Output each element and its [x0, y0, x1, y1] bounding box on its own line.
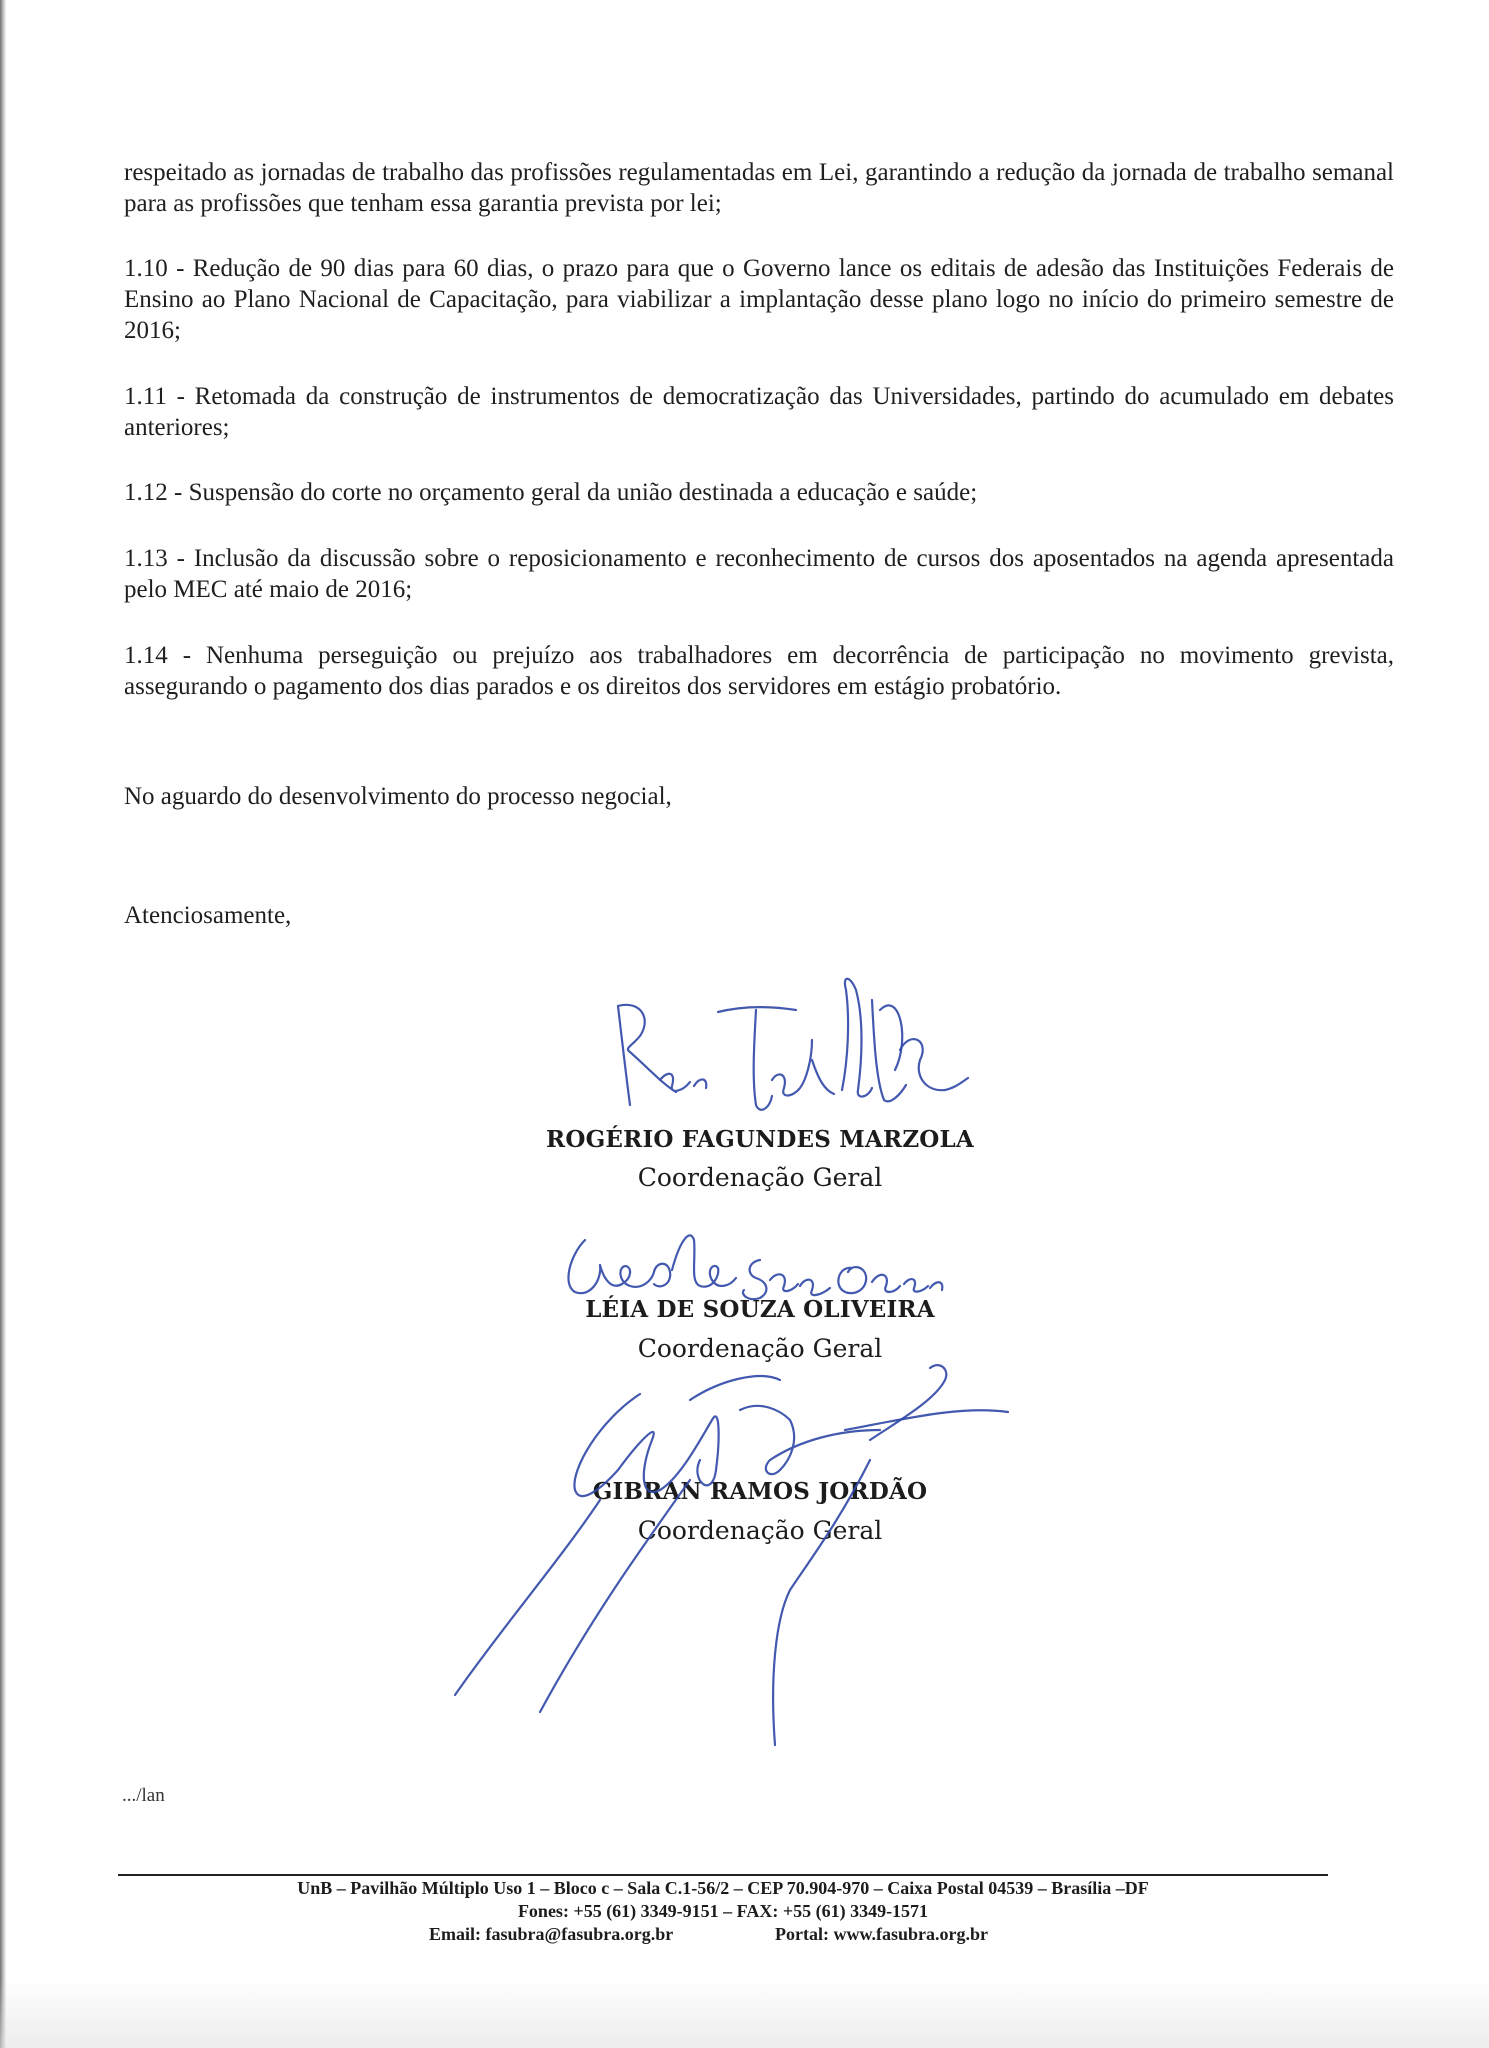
signatory-role-2: Coordenação Geral	[637, 1334, 883, 1363]
signature-rogerio	[618, 979, 968, 1110]
salutation: Atenciosamente,	[124, 902, 292, 929]
signatory-name-3: GIBRAN RAMOS JORDÃO	[592, 1478, 928, 1505]
signatory-role-1: Coordenação Geral	[637, 1163, 883, 1192]
closing-line: No aguardo do desenvolvimento do processo negocial,	[124, 783, 672, 810]
footer-divider	[118, 1874, 1328, 1876]
footer-address: UnB – Pavilhão Múltiplo Uso 1 – Bloco c – Sala C.1-56/2 – CEP 70.904-970 – Caixa Postal 04539 – Brasília –DF	[297, 1878, 1149, 1898]
reference-initials: .../lan	[122, 1785, 165, 1806]
paragraph-item-1-10: 1.10 - Redução de 90 dias para 60 dias, o prazo para que o Governo lance os editais de adesão das Instituições Federais de Ensino ao Plano Nacional de Capacitação, para viabilizar a implantação desse plano logo no início do primeiro semestre de 2016;	[124, 255, 1394, 344]
paragraph-item-1-11: 1.11 - Retomada da construção de instrumentos de democratização das Universidades, partindo do acumulado em debates anteriores;	[124, 383, 1394, 441]
signatory-role-3: Coordenação Geral	[637, 1516, 883, 1545]
paragraph-item-1-13: 1.13 - Inclusão da discussão sobre o reposicionamento e reconhecimento de cursos dos aposentados na agenda apresentada pelo MEC até maio de 2016;	[124, 545, 1394, 603]
signatory-name-2: LÉIA DE SOUZA OLIVEIRA	[585, 1296, 935, 1323]
scan-bottom-shade	[0, 1978, 1489, 2048]
signature-leia	[568, 1235, 942, 1299]
signatory-name-1: ROGÉRIO FAGUNDES MARZOLA	[546, 1126, 974, 1153]
paragraph-item-1-12: 1.12 - Suspensão do corte no orçamento geral da união destinada a educação e saúde;	[124, 479, 978, 506]
footer-email: Email: fasubra@fasubra.org.br	[429, 1924, 674, 1944]
scan-left-edge	[0, 0, 6, 2048]
signature-gibran	[455, 1365, 1008, 1745]
paragraph-continuation: respeitado as jornadas de trabalho das profissões regulamentadas em Lei, garantindo a redução da jornada de trabalho semanal para as profissões que tenham essa garantia prevista por lei;	[124, 159, 1394, 217]
paragraph-item-1-14: 1.14 - Nenhuma perseguição ou prejuízo aos trabalhadores em decorrência de participação no movimento grevista, assegurando o pagamento dos dias parados e os direitos dos servidores em estágio probatório.	[124, 642, 1394, 700]
footer-phones: Fones: +55 (61) 3349-9151 – FAX: +55 (61) 3349-1571	[517, 1901, 929, 1921]
footer-portal: Portal: www.fasubra.org.br	[775, 1924, 988, 1944]
